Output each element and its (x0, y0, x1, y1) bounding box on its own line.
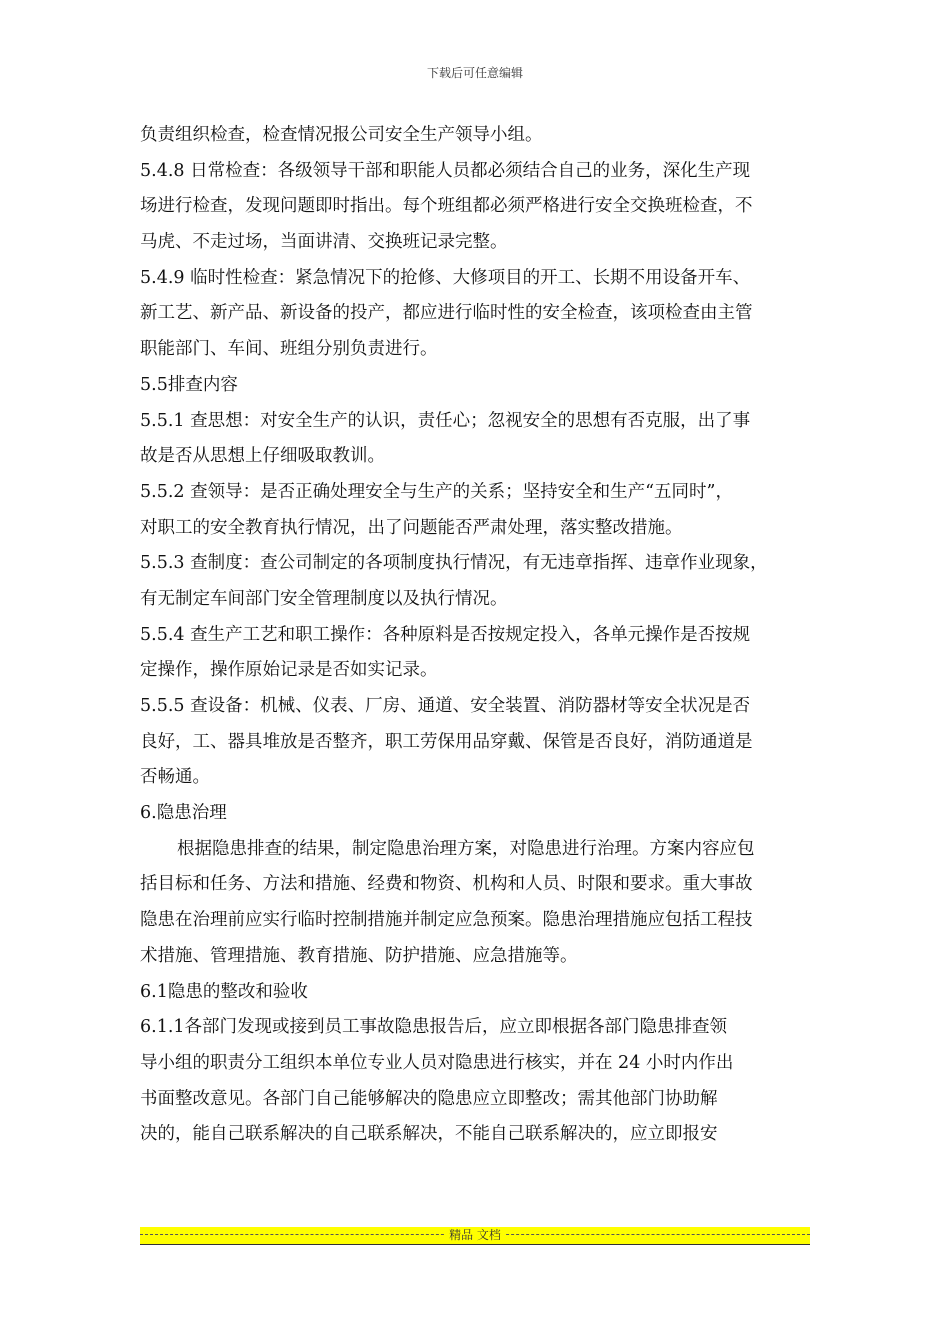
text-line: 职能部门、车间、班组分别负责进行。 (140, 339, 438, 360)
text-line: 5.5.3 查制度：查公司制定的各项制度执行情况，有无违章指挥、违章作业现象， (140, 553, 768, 574)
text-line: 5.5.2 查领导：是否正确处理安全与生产的关系；坚持安全和生产“五同时”， (140, 481, 733, 502)
text-line: 有无制定车间部门安全管理制度以及执行情况。 (140, 588, 508, 609)
text-line: 5.5.1 查思想：对安全生产的认识，责任心；忽视安全的思想有否克服，出了事 (140, 410, 751, 431)
text-line: 定操作，操作原始记录是否如实记录。 (140, 660, 438, 681)
text-line: 5.4.8 日常检查：各级领导干部和职能人员都必须结合自己的业务，深化生产现 (140, 160, 751, 181)
section-heading: 6.隐患治理 (140, 803, 227, 824)
text-line: 马虎、不走过场，当面讲清、交换班记录完整。 (140, 232, 508, 253)
text-line: 场进行检查，发现问题即时指出。每个班组都必须严格进行安全交换班检查，不 (140, 196, 753, 217)
paragraph-first-line: 根据隐患排查的结果，制定隐患治理方案，对隐患进行治理。方案内容应包 (177, 838, 755, 859)
text-line: 术措施、管理措施、教育措施、防护措施、应急措施等。 (140, 945, 578, 966)
text-line: 决的，能自己联系解决的自己联系解决，不能自己联系解决的，应立即报安 (140, 1124, 718, 1145)
text-line: 括目标和任务、方法和措施、经费和物资、机构和人员、时限和要求。重大事故 (140, 874, 753, 895)
section-heading: 6.1隐患的整改和验收 (140, 981, 308, 1002)
text-line: 新工艺、新产品、新设备的投产，都应进行临时性的安全检查，该项检查由主管 (140, 303, 753, 324)
text-line: 对职工的安全教育执行情况，出了问题能否严肃处理，落实整改措施。 (140, 517, 683, 538)
text-line: 导小组的职责分工组织本单位专业人员对隐患进行核实，并在 24 小时内作出 (140, 1052, 734, 1073)
document-body (140, 118, 820, 1153)
text-line: 5.5.5 查设备：机械、仪表、厂房、通道、安全装置、消防器材等安全状况是否 (140, 696, 751, 716)
section-heading: 5.5排查内容 (140, 374, 238, 395)
text-line: 否畅通。 (140, 767, 210, 788)
text-line: 5.4.9 临时性检查：紧急情况下的抢修、大修项目的开工、长期不用设备开车、 (140, 267, 751, 288)
footer-label: 精品 文档 (445, 1227, 505, 1244)
text-line: 良好，工、器具堆放是否整齐，职工劳保用品穿戴、保管是否良好，消防通道是 (140, 731, 753, 752)
text-line: 5.5.4 查生产工艺和职工操作：各种原料是否按规定投入，各单元操作是否按规 (140, 624, 751, 645)
footer-bar (140, 1227, 810, 1245)
text-line: 负责组织检查，检查情况报公司安全生产领导小组。 (140, 125, 543, 145)
page-header: 下载后可任意编辑 (426, 66, 523, 80)
text-line: 6.1.1各部门发现或接到员工事故隐患报告后，应立即根据各部门隐患排查领 (140, 1017, 728, 1038)
text-line: 故是否从思想上仔细吸取教训。 (140, 446, 385, 467)
text-line: 书面整改意见。各部门自己能够解决的隐患应立即整改；需其他部门协助解 (140, 1088, 718, 1109)
text-line: 隐患在治理前应实行临时控制措施并制定应急预案。隐患治理措施应包括工程技 (140, 910, 753, 931)
